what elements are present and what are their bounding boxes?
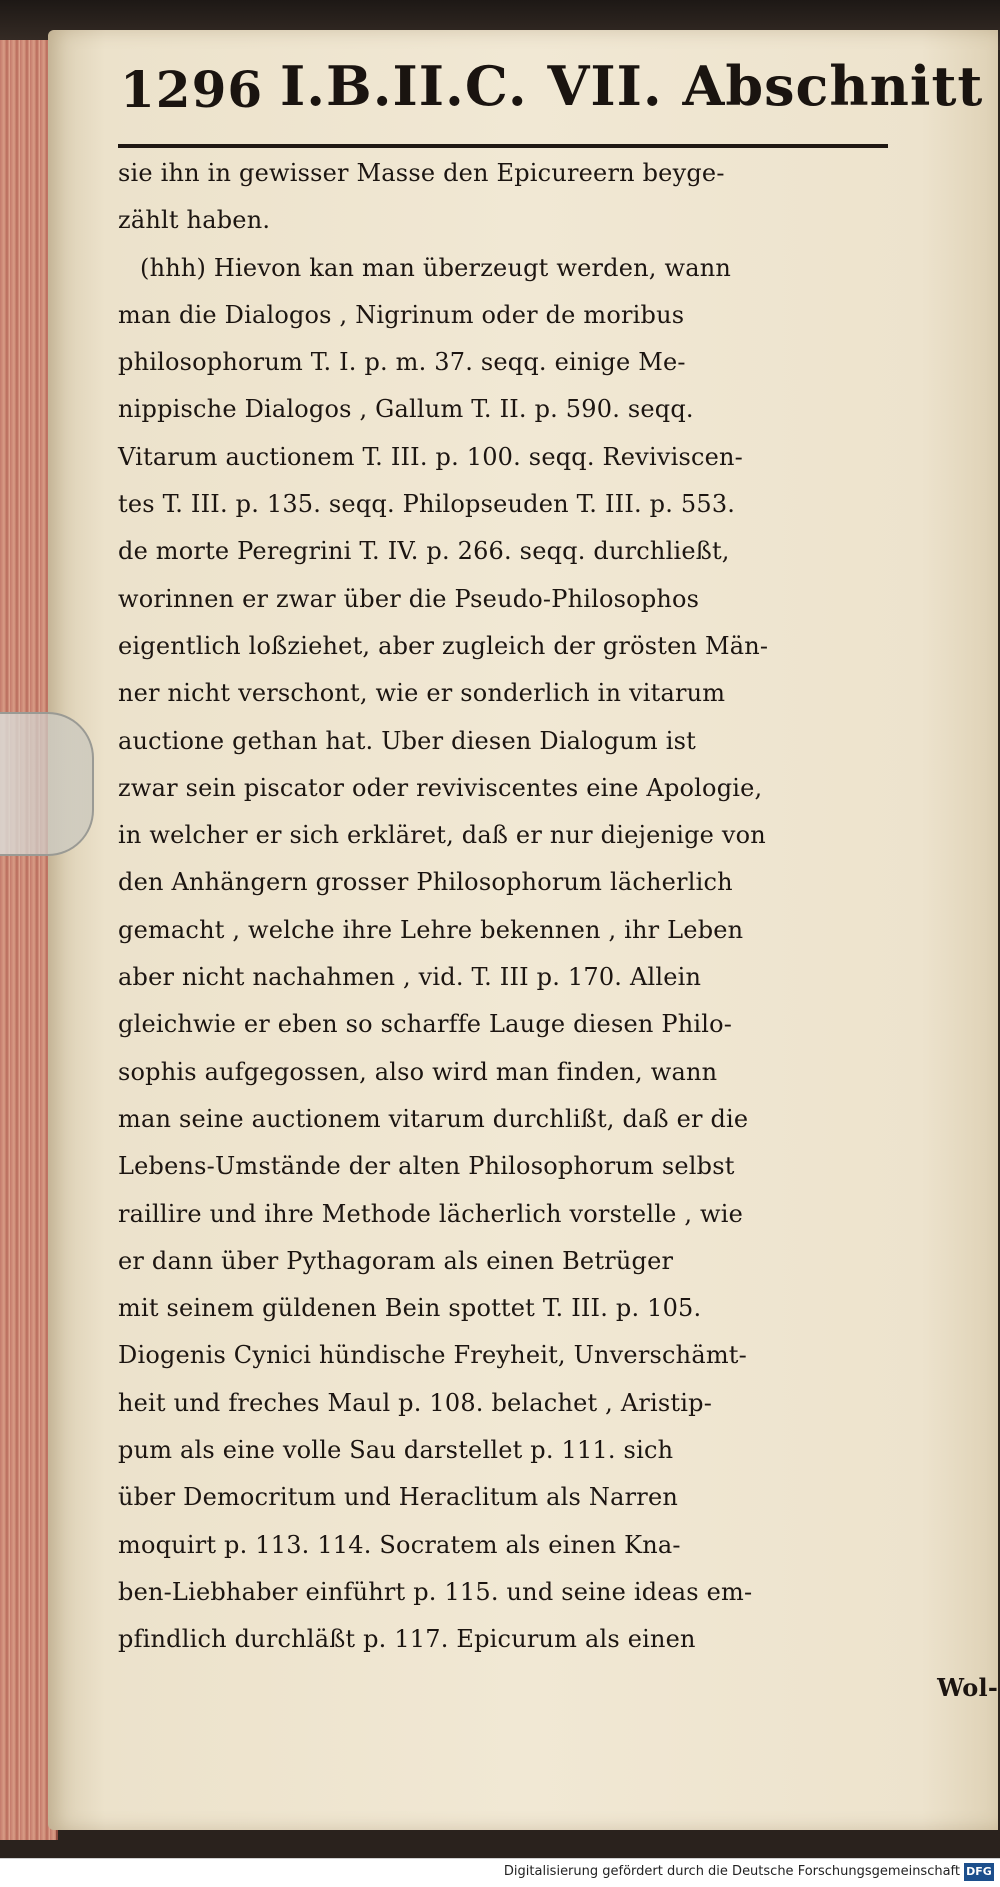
text-line: tes T. III. p. 135. seqq. Philopseuden T. III. p. 553. bbox=[118, 490, 736, 519]
text-line: zwar sein piscator oder reviviscentes eine Apologie, bbox=[118, 773, 763, 802]
text-line: er dann über Pythagoram als einen Betrüger bbox=[118, 1246, 674, 1275]
text-line: (hhh) Hievon kan man überzeugt werden, wann bbox=[140, 253, 732, 282]
body-text bbox=[118, 150, 998, 1711]
digitization-footer bbox=[0, 1858, 1000, 1887]
text-line: Vitarum auctionem T. III. p. 100. seqq. Reviviscen- bbox=[118, 442, 743, 471]
text-line: ben-Liebhaber einführt p. 115. und seine ideas em- bbox=[118, 1577, 753, 1606]
text-line: über Democritum und Heraclitum als Narren bbox=[118, 1483, 679, 1512]
text-line: philosophorum T. I. p. m. 37. seqq. einige Me- bbox=[118, 348, 686, 377]
text-line: gleichwie er eben so scharffe Lauge diesen Philo- bbox=[118, 1010, 733, 1039]
text-line: eigentlich loßziehet, aber zugleich der grösten Män- bbox=[118, 631, 769, 660]
text-line: man seine auctionem vitarum durchlißt, daß er die bbox=[118, 1104, 749, 1133]
text-line: pum als eine volle Sau darstellet p. 111. sich bbox=[118, 1436, 674, 1465]
text-line: man die Dialogos , Nigrinum oder de moribus bbox=[118, 300, 685, 329]
text-line: sie ihn in gewisser Masse den Epicureern beyge- bbox=[118, 159, 725, 187]
text-line: in welcher er sich erkläret, daß er nur diejenige von bbox=[118, 821, 766, 850]
running-head: I.B.II.C. VII. Abschnitt bbox=[280, 54, 984, 118]
dfg-logo: DFG bbox=[964, 1863, 994, 1881]
text-line: Lebens-Umstände der alten Philosophorum selbst bbox=[118, 1152, 735, 1181]
text-line: nippische Dialogos , Gallum T. II. p. 590. seqq. bbox=[118, 395, 694, 424]
page-clip bbox=[0, 712, 94, 856]
text-line: de morte Peregrini T. IV. p. 266. seqq. durchließt, bbox=[118, 537, 730, 566]
text-line: moquirt p. 113. 114. Socratem als einen Kna- bbox=[118, 1530, 681, 1559]
text-line: raillire und ihre Methode lächerlich vorstelle , wie bbox=[118, 1199, 744, 1228]
header-rule bbox=[118, 144, 888, 148]
text-line: Diogenis Cynici hündische Freyheit, Unverschämt- bbox=[118, 1341, 747, 1370]
text-line: zählt haben. bbox=[118, 206, 271, 235]
text-line: auctione gethan hat. Uber diesen Dialogum ist bbox=[118, 726, 696, 755]
funding-credit: Digitalisierung gefördert durch die Deutsche Forschungsgemeinschaft bbox=[503, 1864, 960, 1879]
text-line: worinnen er zwar über die Pseudo-Philosophos bbox=[118, 584, 700, 613]
catchword: Wol- bbox=[937, 1672, 998, 1702]
text-line: gemacht , welche ihre Lehre bekennen , ihr Leben bbox=[118, 915, 744, 944]
text-line: aber nicht nachahmen , vid. T. III p. 170. Allein bbox=[118, 963, 702, 992]
text-line: heit und freches Maul p. 108. belachet , Aristip- bbox=[118, 1388, 713, 1417]
page-number: 1296 bbox=[120, 60, 264, 119]
text-line: sophis aufgegossen, also wird man finden, wann bbox=[118, 1057, 718, 1086]
text-line: pfindlich durchläßt p. 117. Epicurum als einen bbox=[118, 1625, 696, 1654]
text-line: ner nicht verschont, wie er sonderlich in vitarum bbox=[118, 679, 726, 708]
text-line: den Anhängern grosser Philosophorum lächerlich bbox=[118, 868, 733, 897]
page-header bbox=[70, 52, 984, 132]
text-line: mit seinem güldenen Bein spottet T. III. p. 105. bbox=[118, 1294, 702, 1323]
